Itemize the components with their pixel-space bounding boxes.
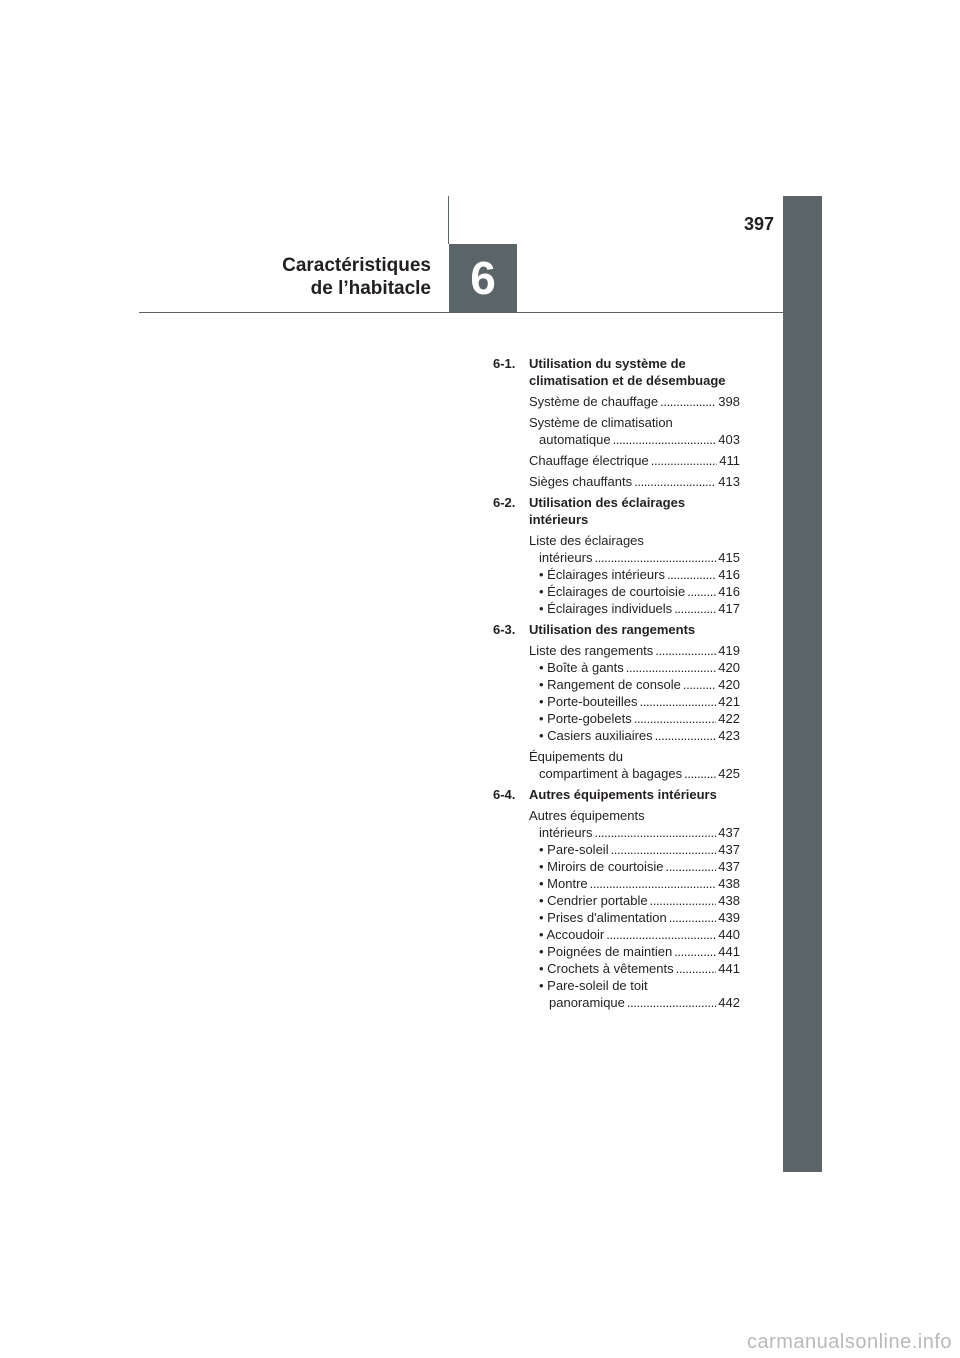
toc-entry [529, 414, 740, 448]
watermark: carmanualsonline.info [746, 1331, 952, 1353]
toc-page-number: 398 [718, 394, 740, 409]
toc-leader-dots [683, 676, 716, 693]
toc-entry-line: Système de climatisation [529, 415, 673, 430]
toc-leader-dots [606, 926, 716, 943]
toc-entry-line: Liste des éclairages [529, 533, 644, 548]
toc-page-number: 413 [718, 474, 740, 489]
toc-entry-text: • Accoudoir [539, 927, 605, 942]
toc-subentry [529, 727, 740, 744]
toc-entry [529, 532, 740, 617]
toc-entry-text: • Poignées de maintien [539, 944, 673, 959]
toc-entry [529, 452, 740, 469]
toc-entry-row[interactable] [529, 642, 740, 659]
toc-entry-text: intérieurs [539, 825, 593, 840]
toc-page-number: 425 [718, 766, 740, 781]
toc-subentry [529, 600, 740, 617]
toc-leader-dots [626, 659, 717, 676]
toc-section-number: 6-4. [493, 787, 516, 802]
toc-page-number: 441 [718, 944, 740, 959]
toc-entry-text: intérieurs [539, 550, 593, 565]
toc-entry-text: Sièges chauffants [529, 474, 633, 489]
toc-subentry-row[interactable] [529, 858, 740, 875]
toc-entry [529, 748, 740, 782]
chapter-side-tab [783, 196, 822, 1172]
toc-page-number: 419 [718, 643, 740, 658]
toc-entry-text: • Miroirs de courtoisie [539, 859, 664, 874]
toc-page-number: 441 [718, 961, 740, 976]
toc-section-title: Utilisation des éclairages intérieurs [529, 495, 686, 527]
toc-page-number: 420 [718, 677, 740, 692]
toc-page-number: 416 [718, 567, 740, 582]
toc-entry-text: • Prises d'alimentation [539, 910, 667, 925]
toc-subentry [529, 566, 740, 583]
toc-subentry [529, 583, 740, 600]
toc-page-number: 438 [718, 876, 740, 891]
toc-page-number: 422 [718, 711, 740, 726]
toc-page-number: 438 [718, 893, 740, 908]
toc-page-number: 437 [718, 842, 740, 857]
toc-entry-line: Équipements du [529, 749, 623, 764]
toc-page-number: 416 [718, 584, 740, 599]
toc-leader-dots [655, 642, 716, 659]
toc-entry-row[interactable] [529, 393, 740, 410]
toc-section-number: 6-2. [493, 495, 516, 510]
toc-section-title: Utilisation des rangements [529, 622, 696, 637]
toc-page-number: 439 [718, 910, 740, 925]
toc-section-heading[interactable] [493, 355, 740, 389]
toc-leader-dots [640, 693, 717, 710]
toc-leader-dots [611, 841, 717, 858]
toc-entry-text: • Pare-soleil [539, 842, 609, 857]
toc-subentry-row[interactable] [529, 566, 740, 583]
toc-leader-dots [590, 875, 717, 892]
toc-subentry [529, 892, 740, 909]
toc-subentry-row[interactable] [529, 727, 740, 744]
toc-entry-text: • Boîte à gants [539, 660, 624, 675]
toc-entry-row[interactable] [529, 452, 740, 469]
chapter-title-line2: de l’habitacle [310, 278, 431, 299]
toc-entry-text: • Casiers auxiliaires [539, 728, 653, 743]
toc-subentry [529, 710, 740, 727]
toc-leader-dots [650, 892, 717, 909]
toc-section [493, 494, 740, 617]
toc-section-number: 6-1. [493, 356, 516, 371]
toc-subentry-row[interactable] [529, 841, 740, 858]
page-number: 397 [743, 214, 774, 234]
toc-leader-dots [613, 431, 717, 448]
toc-subentry-row[interactable] [529, 710, 740, 727]
toc-leader-dots [669, 909, 717, 926]
toc-entry-text: Système de chauffage [529, 394, 659, 409]
toc-entry [529, 473, 740, 490]
chapter-title [282, 254, 431, 300]
table-of-contents [493, 355, 740, 1015]
toc-entry-text: Liste des rangements [529, 643, 654, 658]
toc-subentry [529, 875, 740, 892]
toc-entry [529, 393, 740, 410]
toc-entry-text: • Éclairages individuels [539, 601, 673, 616]
toc-subentry [529, 693, 740, 710]
toc-subentry-row[interactable] [529, 600, 740, 617]
toc-subentry [529, 676, 740, 693]
toc-leader-dots [634, 473, 716, 490]
header-divider-horizontal [139, 312, 783, 313]
toc-page-number: 437 [718, 825, 740, 840]
toc-leader-dots [660, 393, 716, 410]
toc-entry-row[interactable] [529, 765, 740, 782]
toc-entry-row[interactable] [529, 431, 740, 448]
toc-subentry-row[interactable] [529, 583, 740, 600]
toc-leader-dots [674, 943, 716, 960]
toc-entry-text: Chauffage électrique [529, 453, 649, 468]
chapter-title-line1: Caractéristiques [282, 255, 431, 276]
toc-subentry [529, 926, 740, 943]
toc-entry-text: • Porte-bouteilles [539, 694, 638, 709]
toc-subentry [529, 977, 740, 1011]
toc-subentry [529, 841, 740, 858]
toc-entry-text: panoramique [549, 995, 625, 1010]
toc-section-heading[interactable] [493, 621, 740, 638]
toc-section-heading[interactable] [493, 494, 740, 528]
toc-page-number: 423 [718, 728, 740, 743]
toc-subentry-row[interactable] [529, 943, 740, 960]
toc-entry [529, 642, 740, 744]
toc-entry-text: • Éclairages intérieurs [539, 567, 665, 582]
toc-section [493, 355, 740, 490]
toc-leader-dots [687, 583, 716, 600]
toc-subentry [529, 659, 740, 676]
toc-entry-text: • Montre [539, 876, 588, 891]
toc-subentry-row[interactable] [529, 960, 740, 977]
toc-page-number: 420 [718, 660, 740, 675]
toc-entry-text: • Rangement de console [539, 677, 681, 692]
toc-section-number: 6-3. [493, 622, 516, 637]
toc-entry [529, 807, 740, 1011]
toc-page-number: 440 [718, 927, 740, 942]
toc-leader-dots [634, 710, 717, 727]
toc-subentry-row[interactable] [529, 909, 740, 926]
toc-section-title: Utilisation du système de climatisation et de désembuage [529, 356, 726, 388]
toc-entry-text: • Éclairages de courtoisie [539, 584, 686, 599]
toc-leader-dots [594, 549, 716, 566]
toc-subentry [529, 943, 740, 960]
toc-section [493, 786, 740, 1011]
toc-leader-dots [665, 858, 716, 875]
toc-entry-text: compartiment à bagages [539, 766, 683, 781]
toc-page-number: 403 [718, 432, 740, 447]
toc-entry-text: • Cendrier portable [539, 893, 648, 908]
toc-page-number: 411 [719, 453, 740, 468]
header-divider-vertical [448, 196, 449, 244]
toc-subentry-row[interactable] [529, 676, 740, 693]
toc-section-heading[interactable] [493, 786, 740, 803]
toc-entry-text: • Crochets à vêtements [539, 961, 674, 976]
toc-entry-line: Autres équipements [529, 808, 645, 823]
chapter-number-box: 6 [449, 244, 517, 312]
toc-page-number: 442 [718, 995, 740, 1010]
toc-subentry-row[interactable] [529, 875, 740, 892]
toc-entry-row[interactable] [529, 473, 740, 490]
toc-entry-text: automatique [539, 432, 611, 447]
toc-subentry-line: • Pare-soleil de toit [539, 978, 648, 993]
toc-page-number: 417 [718, 601, 740, 616]
toc-subentry-row[interactable] [529, 994, 740, 1011]
toc-page-number: 421 [718, 694, 740, 709]
toc-subentry-row[interactable] [529, 693, 740, 710]
toc-subentry-row[interactable] [529, 926, 740, 943]
toc-leader-dots [684, 765, 716, 782]
toc-leader-dots [667, 566, 716, 583]
toc-leader-dots [674, 600, 716, 617]
toc-subentry [529, 858, 740, 875]
toc-entry-row[interactable] [529, 824, 740, 841]
toc-leader-dots [651, 452, 718, 469]
toc-leader-dots [655, 727, 717, 744]
toc-entry-row[interactable] [529, 549, 740, 566]
toc-subentry-row[interactable] [529, 659, 740, 676]
toc-page-number: 415 [718, 550, 740, 565]
toc-subentry-row[interactable] [529, 892, 740, 909]
toc-section [493, 621, 740, 782]
toc-page-number: 437 [718, 859, 740, 874]
toc-subentry [529, 960, 740, 977]
toc-subentry [529, 909, 740, 926]
toc-leader-dots [594, 824, 716, 841]
toc-section-title: Autres équipements intérieurs [529, 787, 717, 802]
toc-leader-dots [627, 994, 716, 1011]
toc-leader-dots [676, 960, 717, 977]
toc-entry-text: • Porte-gobelets [539, 711, 632, 726]
